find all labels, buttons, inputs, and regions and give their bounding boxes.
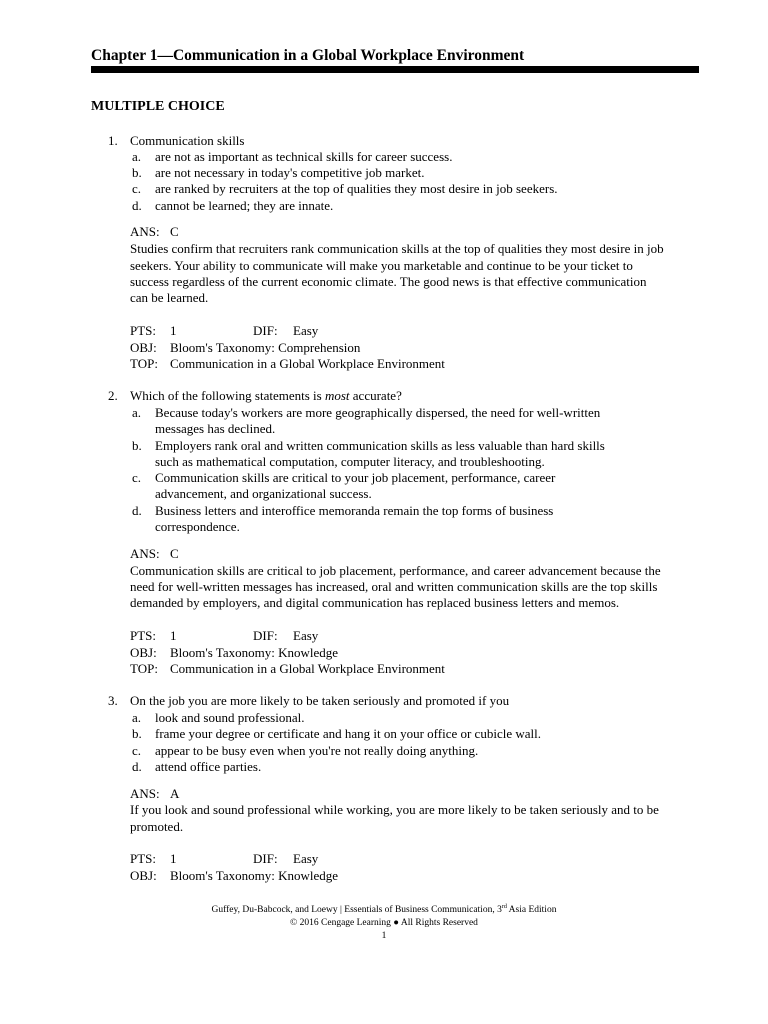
answer-label: ANS: <box>130 224 160 239</box>
footer-copyright: © 2016 Cengage Learning ● All Rights Reserved <box>290 918 478 928</box>
option-text: frame your degree or certificate and hang it on your office or cubicle wall. <box>155 726 541 741</box>
option-text: appear to be busy even when you're not really doing anything. <box>155 743 479 758</box>
option-text: Communication skills are critical to your job placement, performance, career <box>155 470 556 485</box>
objective-value: Bloom's Taxonomy: Knowledge <box>170 645 339 660</box>
explanation-line: demanded by employers, and digital communication has replaced business letters and memos. <box>130 595 620 610</box>
option-text: Employers rank oral and written communication skills as less valuable than hard skills <box>155 438 605 453</box>
option-text-continued: messages has declined. <box>155 421 276 436</box>
question-number: 3. <box>108 693 118 708</box>
option-letter: b. <box>132 438 142 453</box>
explanation-line: success regardless of the current economic climate. The good news is that effective communication <box>130 274 647 289</box>
option-letter: b. <box>132 726 142 741</box>
objective-label: OBJ: <box>130 868 157 883</box>
option-text-continued: advancement, and organizational success. <box>155 486 372 501</box>
points-label: PTS: <box>130 628 157 643</box>
option-text-continued: correspondence. <box>155 519 240 534</box>
explanation-line: Communication skills are critical to job placement, performance, and career advancement because the <box>130 563 661 578</box>
answer-value: C <box>170 546 179 561</box>
option-letter: d. <box>132 198 142 213</box>
objective-label: OBJ: <box>130 340 157 355</box>
footer-ordinal: rd <box>501 903 507 910</box>
points-label: PTS: <box>130 851 157 866</box>
question-stem <box>130 388 402 404</box>
difficulty-label: DIF: <box>253 628 278 643</box>
explanation-line: need for well-written messages has increased, oral and written communication skills are the top skills <box>130 579 658 594</box>
option-text: look and sound professional. <box>155 710 305 725</box>
objective-label: OBJ: <box>130 645 157 660</box>
answer-label: ANS: <box>130 786 160 801</box>
question-number: 1. <box>108 133 118 148</box>
option-text: Business letters and interoffice memoranda remain the top forms of business <box>155 503 554 518</box>
difficulty-value: Easy <box>293 323 319 338</box>
topic-label: TOP: <box>130 356 158 371</box>
option-letter: a. <box>132 149 142 164</box>
answer-value: A <box>170 786 180 801</box>
topic-value: Communication in a Global Workplace Environment <box>170 356 445 371</box>
explanation-line: can be learned. <box>130 290 209 305</box>
difficulty-label: DIF: <box>253 323 278 338</box>
option-letter: c. <box>132 743 142 758</box>
question-stem: Communication skills <box>130 133 245 148</box>
chapter-title: Chapter 1—Communication in a Global Workplace Environment <box>91 47 525 64</box>
title-rule <box>91 66 699 73</box>
option-letter: a. <box>132 710 142 725</box>
answer-value: C <box>170 224 179 239</box>
topic-value: Communication in a Global Workplace Environment <box>170 661 445 676</box>
topic-label: TOP: <box>130 661 158 676</box>
option-letter: a. <box>132 405 142 420</box>
points-value: 1 <box>170 851 177 866</box>
explanation-line: Studies confirm that recruiters rank communication skills at the top of qualities they most desire in job <box>130 241 664 256</box>
question-stem: On the job you are more likely to be taken seriously and promoted if you <box>130 693 510 708</box>
option-text: are ranked by recruiters at the top of qualities they most desire in job seekers. <box>155 181 558 196</box>
difficulty-value: Easy <box>293 851 319 866</box>
difficulty-label: DIF: <box>253 851 278 866</box>
option-text: are not as important as technical skills for career success. <box>155 149 453 164</box>
footer-citation-text: Guffey, Du-Babcock, and Loewy | Essentials of Business Communication, 3 <box>211 905 502 915</box>
explanation-line: promoted. <box>130 819 184 834</box>
points-value: 1 <box>170 323 177 338</box>
difficulty-value: Easy <box>293 628 319 643</box>
option-letter: b. <box>132 165 142 180</box>
points-value: 1 <box>170 628 177 643</box>
explanation-line: If you look and sound professional while working, you are more likely to be taken seriously and to be <box>130 802 659 817</box>
answer-label: ANS: <box>130 546 160 561</box>
option-text: are not necessary in today's competitive job market. <box>155 165 425 180</box>
option-text: cannot be learned; they are innate. <box>155 198 334 213</box>
option-letter: d. <box>132 759 142 774</box>
explanation-line: seekers. Your ability to communicate will make you marketable and continue to be your ticket to <box>130 258 633 273</box>
option-letter: c. <box>132 470 142 485</box>
option-letter: c. <box>132 181 142 196</box>
footer-citation <box>0 904 768 916</box>
option-letter: d. <box>132 503 142 518</box>
stem-text: accurate? <box>349 388 402 403</box>
objective-value: Bloom's Taxonomy: Comprehension <box>170 340 361 355</box>
page-number: 1 <box>381 931 387 941</box>
points-label: PTS: <box>130 323 157 338</box>
question-number: 2. <box>108 388 118 403</box>
option-text: attend office parties. <box>155 759 262 774</box>
stem-text: Which of the following statements is <box>130 388 325 403</box>
option-text: Because today's workers are more geographically dispersed, the need for well-written <box>155 405 601 420</box>
stem-emphasis: most <box>324 388 350 403</box>
objective-value: Bloom's Taxonomy: Knowledge <box>170 868 339 883</box>
section-title: MULTIPLE CHOICE <box>91 99 225 114</box>
footer-citation-text: Asia Edition <box>506 905 557 915</box>
option-text-continued: such as mathematical computation, computer literacy, and troubleshooting. <box>155 454 545 469</box>
